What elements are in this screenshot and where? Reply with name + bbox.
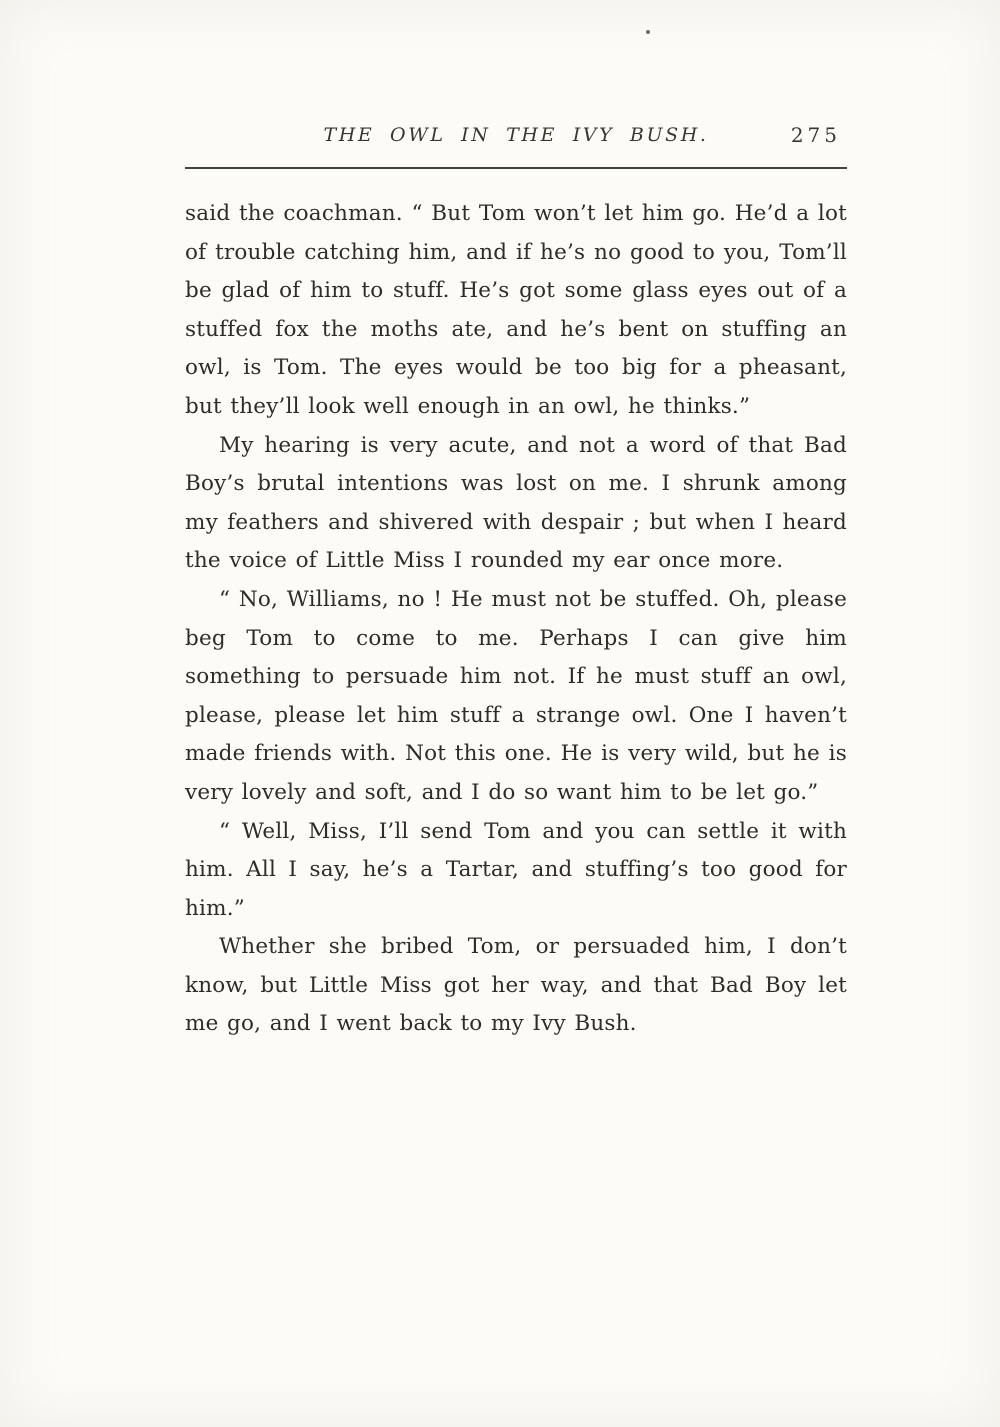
- paragraph: “ No, Williams, no ! He must not be stuffed. Oh, please beg Tom to come to me. Perhaps I can give him something to persuade him not. If he must stuff an owl, please, please let him stuff a strange owl. One I haven’t made friends with. Not this one. He is very wild, but he is very lovely and soft, and I do so want him to be let go.”: [185, 586, 847, 805]
- header-rule: [185, 167, 847, 169]
- body-text: [185, 195, 847, 1044]
- page-number: 275: [790, 123, 841, 147]
- scan-artifact: [646, 30, 650, 34]
- page-header: [185, 124, 847, 158]
- paragraph: Whether she bribed Tom, or persuaded him, I don’t know, but Little Miss got her way, and that Bad Boy let me go, and I went back to my Ivy Bush.: [185, 934, 847, 1037]
- page-content: [185, 124, 847, 1044]
- paragraph: said the coachman. “ But Tom won’t let him go. He’d a lot of trouble catching him, and if he’s no good to you, Tom’ll be glad of him to stuff. He’s got some glass eyes out of a stuffed fox the moths ate, and he’s bent on stuffing an owl, is Tom. The eyes would be too big for a pheasant, but they’ll look well enough in an owl, he thinks.”: [185, 201, 847, 419]
- paragraph: My hearing is very acute, and not a word of that Bad Boy’s brutal intentions was lost on me. I shrunk among my feathers and shivered with despair ; but when I heard the voice of Little Miss I rounded my ear once more.: [185, 432, 847, 574]
- paragraph: “ Well, Miss, I’ll send Tom and you can settle it with him. All I say, he’s a Tartar, and stuffing’s too good for him.”: [185, 818, 847, 921]
- running-title: THE OWL IN THE IVY BUSH.: [323, 124, 709, 146]
